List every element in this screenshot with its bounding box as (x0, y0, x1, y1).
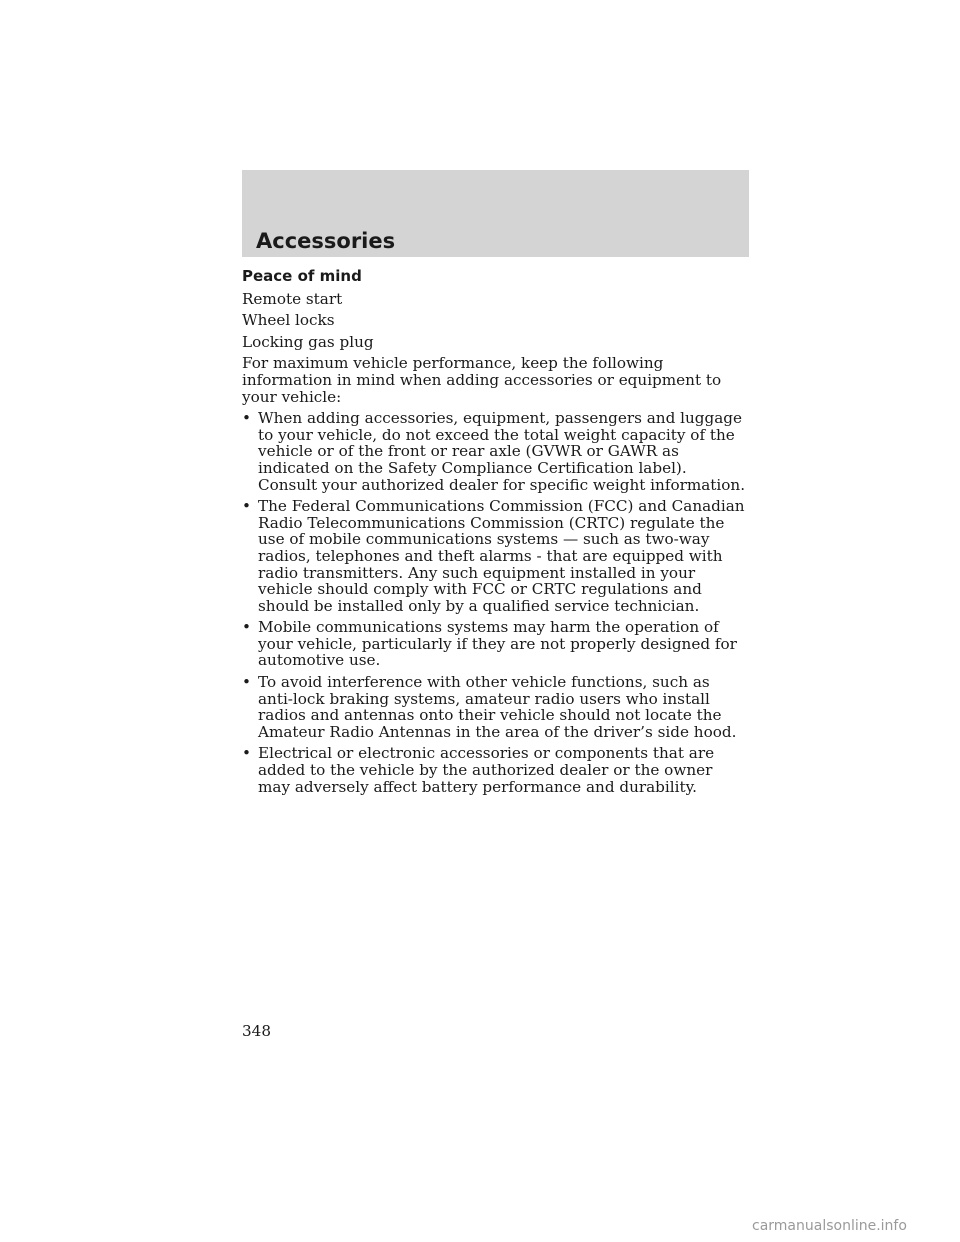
intro-paragraph: For maximum vehicle performance, keep the following information in mind when adding accessories or equipment to your vehicle: (242, 354, 722, 406)
bullet-icon: • (242, 409, 251, 428)
section-heading: Peace of mind (242, 267, 362, 285)
bullet-item (242, 410, 749, 493)
bullet-text: To avoid interference with other vehicle functions, such as anti-lock braking systems, amateur radio users who install radios and antennas onto their vehicle should not locate the Amateur Radio Antennas in the area of the driver’s side hood. (258, 673, 737, 741)
bullet-text: The Federal Communications Commission (FCC) and Canadian Radio Telecommunications Commission (CRTC) regulate the use of mobile communications systems — such as two-way radios, telephones and theft alarms - that are equipped with radio transmitters. Any such equipment installed in your vehicle should comply with FCC or CRTC regulations and should be installed only by a qualified service technician. (258, 497, 745, 615)
bullet-text: Mobile communications systems may harm the operation of your vehicle, particularly if they are not properly designed for automotive use. (258, 618, 737, 670)
bullet-text: When adding accessories, equipment, passengers and luggage to your vehicle, do not exceed the total weight capacity of the vehicle or of the front or rear axle (GVWR or GAWR as indicated on the Safety Compliance Certification label). Consult your authorized dealer for specific weight information. (258, 409, 746, 494)
bullet-item (242, 745, 749, 795)
watermark-text: carmanualsonline.info (752, 1218, 907, 1234)
bullet-icon: • (242, 673, 251, 692)
bullet-item (242, 498, 749, 614)
list-item: Wheel locks (242, 311, 335, 330)
list-item: Remote start (242, 289, 343, 308)
bullet-text: Electrical or electronic accessories or components that are added to the vehicle by the authorized dealer or the owner may adversely affect battery performance and durability. (258, 744, 715, 796)
bullet-icon: • (242, 497, 251, 516)
bullet-icon: • (242, 744, 251, 763)
bullet-list (242, 410, 749, 795)
list-item: Locking gas plug (242, 332, 374, 351)
bullet-icon: • (242, 618, 251, 637)
bullet-item (242, 619, 749, 669)
page-number: 348 (242, 1022, 271, 1040)
bullet-item (242, 674, 749, 740)
page-content (242, 268, 749, 800)
page-title: Accessories (256, 229, 396, 253)
